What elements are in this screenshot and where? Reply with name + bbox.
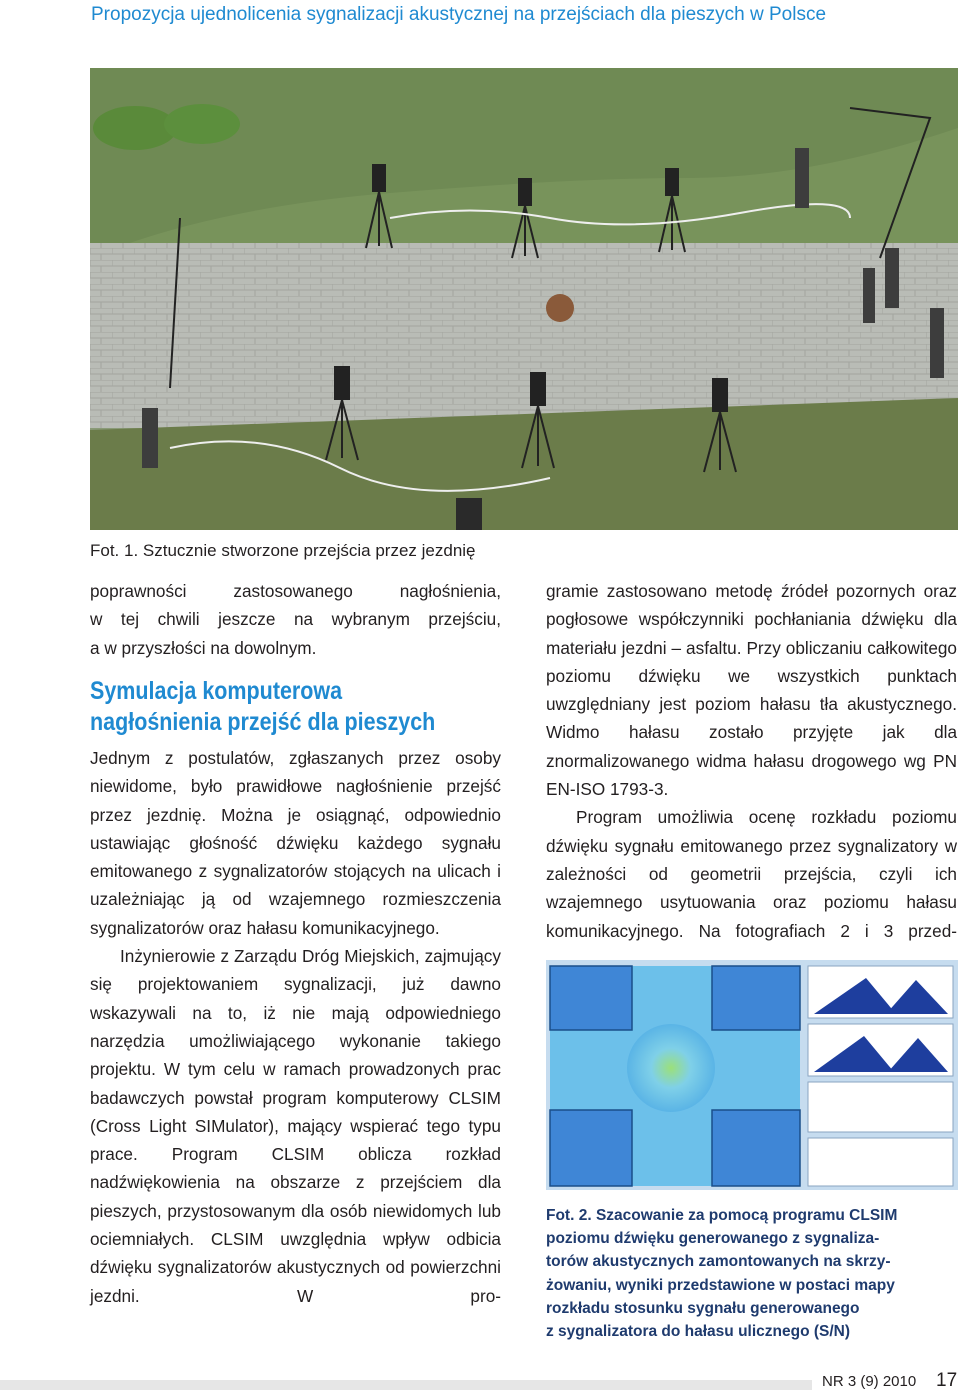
figure-2-caption — [546, 1204, 960, 1343]
running-header: Propozycja ujednolicenia sygnalizacji akustycznej na przejściach dla pieszych w Polsce — [91, 4, 827, 25]
caption-line: torów akustycznych zamontowanych na skrzy- — [546, 1253, 891, 1271]
caption-line: poziomu dźwięku generowanego z sygnaliza- — [546, 1230, 880, 1248]
right-column-body — [546, 577, 957, 945]
paragraph: Program umożliwia ocenę rozkładu poziomu dźwięku sygnału emitowanego przez sygnalizatory w zależności od geometrii przejścia, czyli ich wzajemnego usytuowania oraz poziomu hałasu komunikacyjnego. Na fotografiach 2 i 3 przed- — [546, 807, 957, 941]
caption-line: rozkładu stosunku sygnału generowanego — [546, 1299, 860, 1317]
caption-line: z sygnalizatora do hałasu ulicznego (S/N) — [546, 1323, 851, 1341]
photo-clsim-simulation — [546, 960, 958, 1190]
intro-line: a w przyszłości na dowolnym. — [90, 637, 317, 658]
left-column-body — [90, 744, 501, 1310]
section-heading-line: nagłośnienia przejść dla pieszych — [90, 708, 436, 736]
caption-line: Fot. 2. Szacowanie za pomocą programu CLSIM — [546, 1207, 898, 1224]
footer-rule — [0, 1380, 812, 1390]
paragraph: Inżynierowie z Zarządu Dróg Miejskich, zajmujący się projektowaniem sygnalizacji, już dawno wskazywali na to, iż nie mają odpowiedniego narzędzia umożliwiającego wykonanie takiego projektu. W tym celu w ramach prowadzonych prac badawczych powstał program komputerowy CLSIM (Cross Light SIMulator), mający wspierać tego typu prace. Program CLSIM oblicza rozkład nadźwiękowienia na obszarze z przejściem dla pieszych, przystosowanym dla osób niewidomych lub ociemniałych. CLSIM uwzględnia wpływ odbicia dźwięku sygnalizatorów akustycznych od powierzchni jezdni. W pro- — [90, 946, 501, 1306]
intro-line: poprawności zastosowanego nagłośnienia, — [90, 581, 501, 601]
figure-1-caption: Fot. 1. Sztucznie stworzone przejścia przez jezdnię — [90, 541, 476, 560]
paragraph: gramie zastosowano metodę źródeł pozornych oraz pogłosowe współczynniki pochłaniania dźwięku dla materiału jezdni – asfaltu. Przy obliczaniu całkowitego poziomu dźwięku we wszystkich punktach uwzględniany jest poziom hałasu tła akustycznego. Widmo hałasu zostało przyjęte jak dla znormalizowanego widma hałasu drogowego wg PN EN-ISO 1793-3. — [546, 581, 957, 800]
page-number: 17 — [936, 1370, 958, 1391]
left-column-intro — [90, 577, 501, 662]
paragraph: Jednym z postulatów, zgłaszanych przez osoby niewidome, było prawidłowe nagłośnienie przejść przez jezdnię. Można je osiągnąć, odpowiednio ustawiając głośność dźwięku każdego sygnału emitowanego z sygnalizatorów stojących na ulicach i uzależniając ją od wzajemnego rozmieszczenia sygnalizatorów oraz hałasu komunikacyjnego. — [90, 748, 501, 938]
issue-number: NR 3 (9) 2010 — [822, 1373, 917, 1390]
section-heading — [90, 676, 451, 738]
intro-line: w tej chwili jeszcze na wybranym przejściu, — [90, 609, 501, 630]
photo-artificial-crossings — [90, 68, 958, 530]
caption-line: żowaniu, wyniki przedstawione w postaci mapy — [546, 1276, 895, 1294]
section-heading-line: Symulacja komputerowa — [90, 677, 343, 705]
